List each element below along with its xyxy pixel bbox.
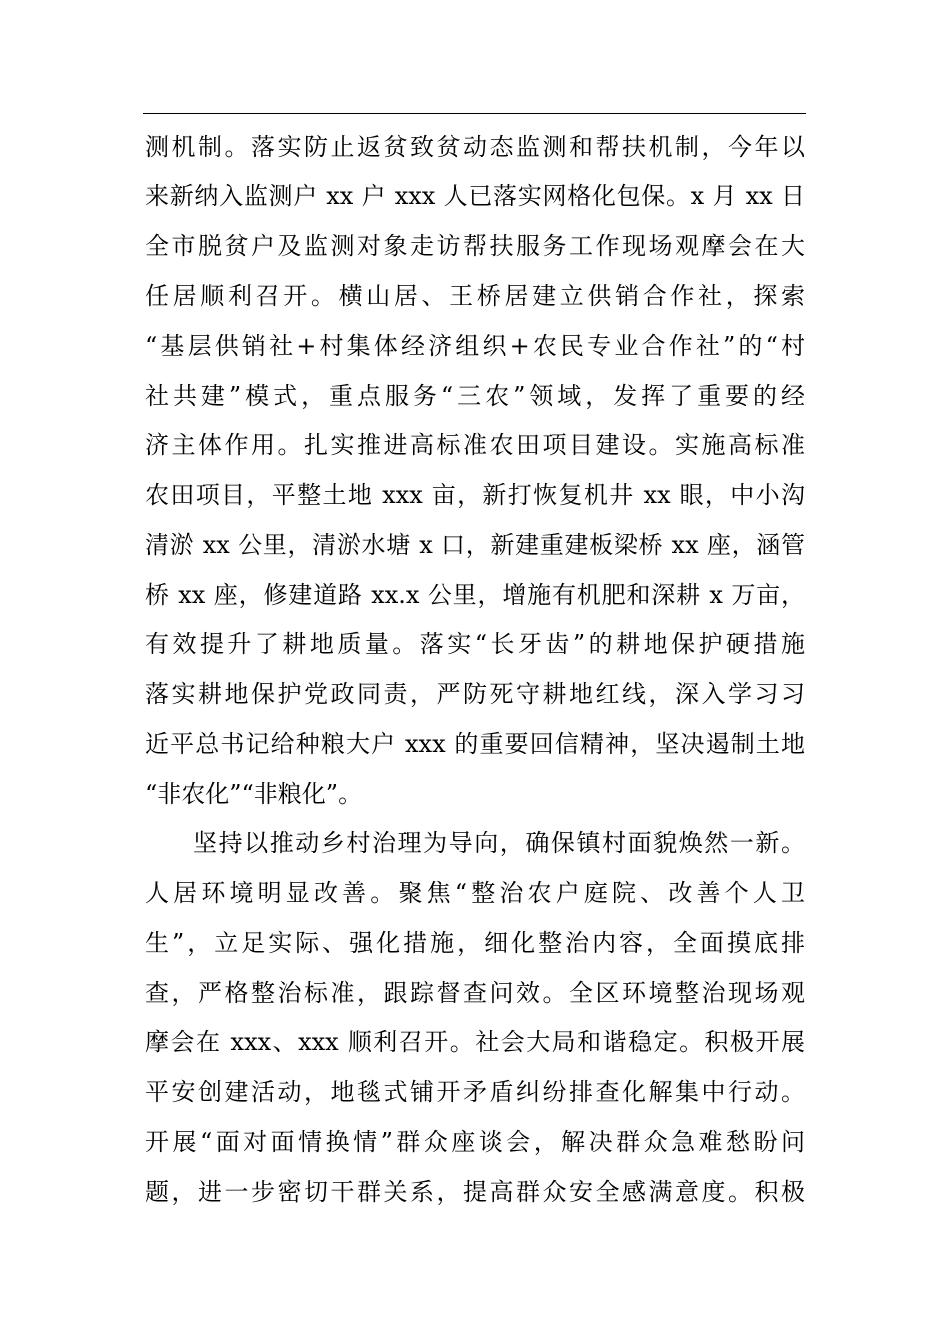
text-line-9: 清淤 xx 公里，清淤水塘 x 口，新建重建板梁桥 xx 座，涵管 <box>145 531 805 559</box>
text-line-5: “基层供销社+村集体经济组织+农民专业合作社”的“村 <box>145 332 805 360</box>
text-line-10: 桥 xx 座，修建道路 xx.x 公里，增施有机肥和深耕 x 万亩， <box>145 581 805 609</box>
text-line-17: 生”，立足实际、强化措施，细化整治内容，全面摸底排 <box>145 929 805 957</box>
text-line-19: 摩会在 xxx、xxx 顺利召开。社会大局和谐稳定。积极开展 <box>145 1028 805 1056</box>
text-line-21: 开展“面对面情换情”群众座谈会，解决群众急难愁盼问 <box>145 1128 805 1156</box>
text-line-22: 题，进一步密切干群关系，提高群众安全感满意度。积极 <box>145 1178 805 1206</box>
text-line-11: 有效提升了耕地质量。落实“长牙齿”的耕地保护硬措施 <box>145 630 805 658</box>
text-line-3: 全市脱贫户及监测对象走访帮扶服务工作现场观摩会在大 <box>145 232 805 260</box>
text-line-14: “非农化”“非粮化”。 <box>145 780 363 808</box>
text-line-2: 来新纳入监测户 xx 户 xxx 人已落实网格化包保。x 月 xx 日 <box>145 182 805 210</box>
text-line-1: 测机制。落实防止返贫致贫动态监测和帮扶机制，今年以 <box>145 133 805 161</box>
text-line-8: 农田项目，平整土地 xxx 亩，新打恢复机井 xx 眼，中小沟 <box>145 481 805 509</box>
text-line-12: 落实耕地保护党政同责，严防死守耕地红线，深入学习习 <box>145 680 805 708</box>
text-line-4: 任居顺利召开。横山居、王桥居建立供销合作社，探索 <box>145 282 805 310</box>
text-line-16: 人居环境明显改善。聚焦“整治农户庭院、改善个人卫 <box>145 879 805 907</box>
text-line-18: 查，严格整治标准，跟踪督查问效。全区环境整治现场观 <box>145 979 805 1007</box>
text-line-7: 济主体作用。扎实推进高标准农田项目建设。实施高标准 <box>145 431 805 459</box>
text-line-20: 平安创建活动，地毯式铺开矛盾纠纷排查化解集中行动。 <box>145 1078 805 1106</box>
text-line-6: 社共建”模式，重点服务“三农”领域，发挥了重要的经 <box>145 382 805 410</box>
text-line-13: 近平总书记给种粮大户 xxx 的重要回信精神，坚决遏制土地 <box>145 730 805 758</box>
header-rule <box>143 113 806 114</box>
paragraph-2-first-line: 坚持以推动乡村治理为导向，确保镇村面貌焕然一新。 <box>193 829 805 857</box>
